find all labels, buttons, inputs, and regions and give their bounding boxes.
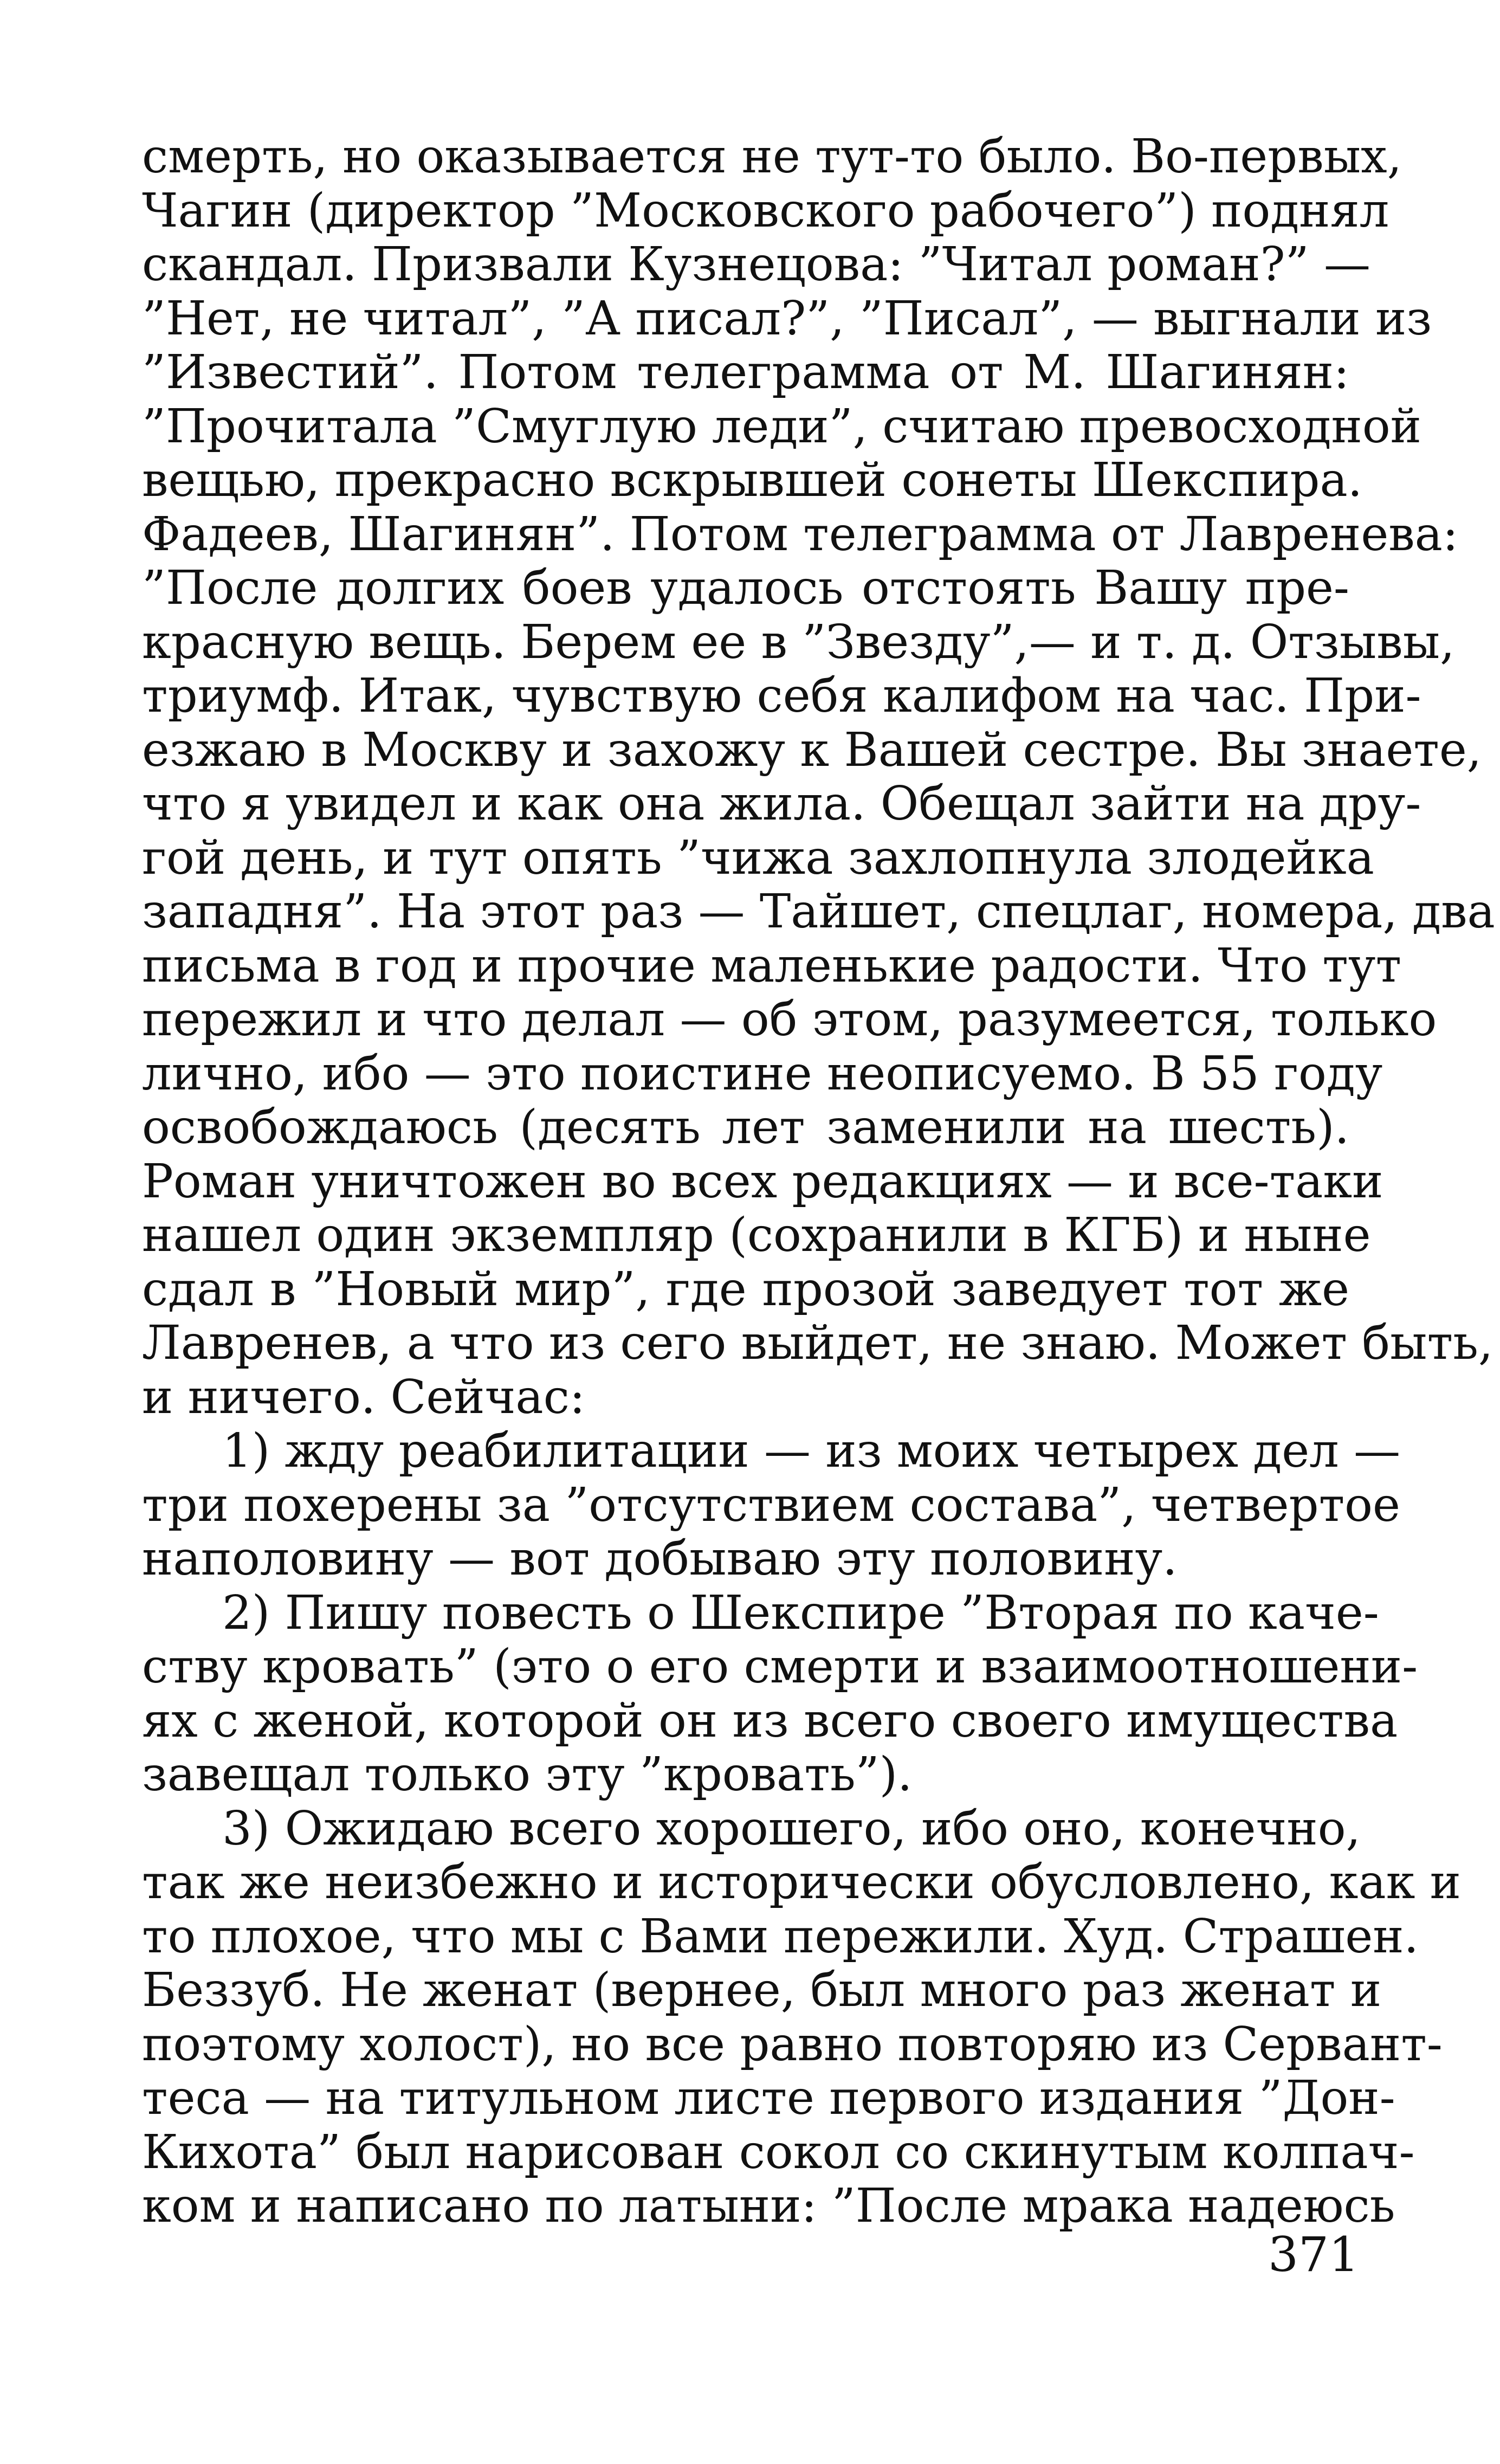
text-line: ”Известий”. Потом телеграмма от М. Шагинян: <box>142 345 1349 399</box>
text-line: Роман уничтожен во всех редакциях — и все-таки <box>142 1154 1383 1209</box>
text-line: завещал только эту ”кровать”). <box>142 1747 913 1802</box>
text-line: то плохое, что мы с Вами пережили. Худ. Страшен. <box>142 1909 1419 1964</box>
text-line: ях с женой, которой он из всего своего имущества <box>142 1693 1398 1748</box>
text-line: так же неизбежно и исторически обусловлено, как и <box>142 1855 1461 1910</box>
text-line: ”После долгих боев удалось отстоять Вашу пре- <box>142 561 1349 615</box>
text-line: красную вещь. Берем ее в ”Звезду”,— и т. д. Отзывы, <box>142 615 1455 669</box>
text-line: гой день, и тут опять ”чижа захлопнула злодейка <box>142 830 1374 885</box>
text-line: письма в год и прочие маленькие радости. Что тут <box>142 938 1402 993</box>
text-line: поэтому холост), но все равно повторяю из Сервант- <box>142 2017 1443 2072</box>
text-line: лично, ибо — это поистине неописуемо. В 55 году <box>142 1046 1383 1101</box>
text-line: сдал в ”Новый мир”, где прозой заведует тот же <box>142 1262 1349 1317</box>
text-line: ”Нет, не читал”, ”А писал?”, ”Писал”, — выгнали из <box>142 291 1432 346</box>
page-number: 371 <box>1268 2227 1359 2282</box>
text-line: что я увидел и как она жила. Обещал зайти на дру- <box>142 777 1421 831</box>
text-line: езжаю в Москву и захожу к Вашей сестре. Вы знаете, <box>142 723 1482 777</box>
text-line: смерть, но оказывается не тут-то было. Во-первых, <box>142 130 1402 184</box>
text-line: скандал. Призвали Кузнецова: ”Читал роман?” — <box>142 237 1370 292</box>
text-line: Беззуб. Не женат (вернее, был много раз женат и <box>142 1963 1382 2017</box>
text-line: 2) Пишу повесть о Шекспире ”Вторая по каче- <box>222 1585 1379 1640</box>
text-line: теса — на титульном листе первого издания ”Дон- <box>142 2071 1395 2125</box>
text-line: вещью, прекрасно вскрывшей сонеты Шекспира. <box>142 453 1363 507</box>
text-line: наполовину — вот добываю эту половину. <box>142 1532 1178 1586</box>
text-line: западня”. На этот раз — Тайшет, спецлаг, номера, два <box>142 885 1495 939</box>
text-line: Чагин (директор ”Московского рабочего”) поднял <box>142 183 1389 238</box>
text-line: 3) Ожидаю всего хорошего, ибо оно, конечно, <box>222 1801 1361 1856</box>
text-line: Лавренев, а что из сего выйдет, не знаю. Может быть, <box>142 1316 1493 1370</box>
text-line: Кихота” был нарисован сокол со скинутым колпач- <box>142 2125 1415 2179</box>
text-line: три похерены за ”отсутствием состава”, четвертое <box>142 1478 1400 1532</box>
text-line: пережил и что делал — об этом, разумеется, только <box>142 992 1437 1047</box>
text-line: ”Прочитала ”Смуглую леди”, считаю превосходной <box>142 399 1421 454</box>
text-line: ком и написано по латыни: ”После мрака надеюсь <box>142 2179 1395 2233</box>
text-line: освобождаюсь (десять лет заменили на шесть). <box>142 1100 1349 1154</box>
text-line: ству кровать” (это о его смерти и взаимоотношени- <box>142 1640 1418 1694</box>
text-line: Фадеев, Шагинян”. Потом телеграмма от Лавренева: <box>142 507 1458 562</box>
text-line: триумф. Итак, чувствую себя калифом на час. При- <box>142 669 1421 723</box>
text-line: и ничего. Сейчас: <box>142 1370 585 1424</box>
page-text-block <box>142 130 1495 2234</box>
text-line: 1) жду реабилитации — из моих четырех дел — <box>222 1424 1401 1478</box>
text-line: нашел один экземпляр (сохранили в КГБ) и ныне <box>142 1208 1371 1262</box>
